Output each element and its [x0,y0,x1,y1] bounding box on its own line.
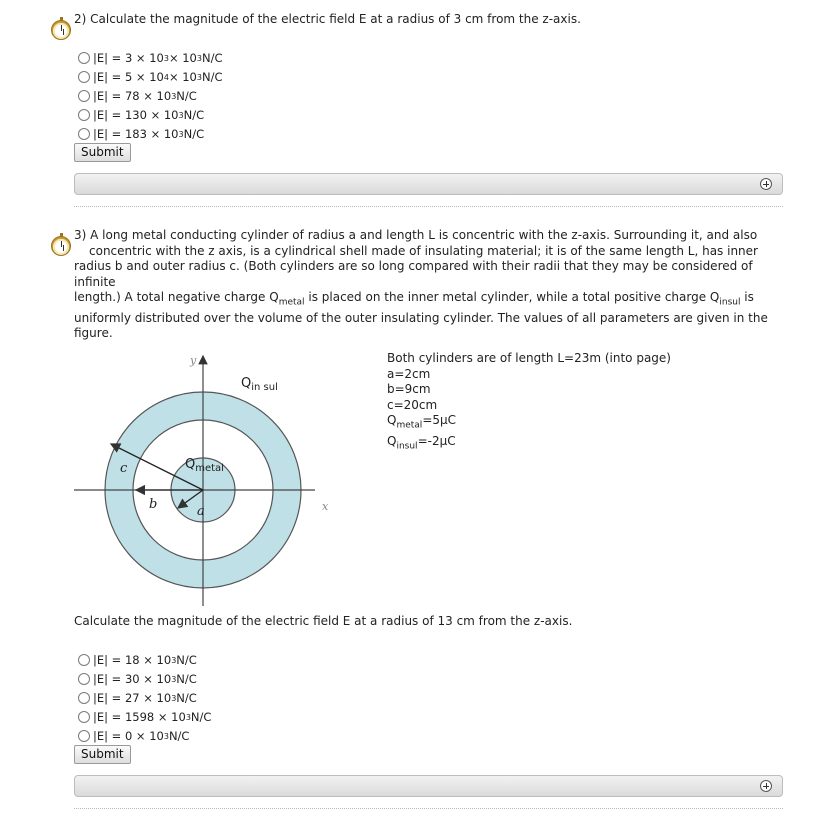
radio-icon[interactable] [78,711,90,723]
given-values: Both cylinders are of length L=23m (into page) a=2cm b=9cm c=20cm $Q_{metal}=5\mu C$ $Q_{insul}=-2\mu C$ [387,351,671,452]
q3-submit-button[interactable]: Submit [74,745,131,764]
separator [74,808,783,809]
q2-option-4[interactable]: |E| = 130 × 10 3 N/C [78,106,204,124]
q3-option-5[interactable]: |E| = 0 × 10 3 N/C [78,727,189,745]
label-qmetal: $Q_{metal}$ [185,457,224,474]
separator [74,206,783,207]
timer-icon [51,20,71,40]
radio-icon[interactable] [78,109,90,121]
radio-icon[interactable] [78,71,90,83]
q3-question-text: 3) A long metal conducting cylinder of radius a and length L is concentric with the z-axis. Surrounding it, and also concentric with the z axis, is a cylindrical shell made of insulating material; it is of the same length L, has inner radius b and outer radius c. (Both cylinders are so long compared with their radii that they may be considered of infinite length.) A total negative charge $Q_{metal}$ is placed on the inner metal cylinder, while a total positive charge $Q_{insul}$ is uniformly distributed over the volume of the outer insulating cylinder. The values of all parameters are given in the figure. [74,228,768,341]
q2-expand-bar[interactable] [74,173,783,195]
label-y: y [190,354,197,367]
expand-plus-icon[interactable] [760,780,772,792]
timer-icon [51,236,71,256]
label-c: c [120,461,128,476]
expand-plus-icon[interactable] [760,178,772,190]
q3-ask-text: Calculate the magnitude of the electric field E at a radius of 13 cm from the z-axis. [74,614,573,628]
q2-option-5[interactable]: |E| = 183 × 10 3 N/C [78,125,204,143]
q2-option-3[interactable]: |E| = 78 × 10 3 N/C [78,87,197,105]
label-x: x [322,500,329,513]
q2-question-text: 2) Calculate the magnitude of the electric field E at a radius of 3 cm from the z-axis. [74,12,581,26]
q2-option-1[interactable]: |E| = 3 × 10 3 × 10 3 N/C [78,49,223,67]
q3-option-1[interactable]: |E| = 18 × 10 3 N/C [78,651,197,669]
q3-option-3[interactable]: |E| = 27 × 10 3 N/C [78,689,197,707]
q2-option-2[interactable]: |E| = 5 × 10 4 × 10 3 N/C [78,68,223,86]
label-qinsul: $Q_{in sul}$ [241,376,278,393]
radio-icon[interactable] [78,128,90,140]
label-a: a [197,504,205,519]
radio-icon[interactable] [78,673,90,685]
radio-icon[interactable] [78,730,90,742]
radio-icon[interactable] [78,692,90,704]
cylinder-cross-section-figure [70,340,370,615]
q3-option-2[interactable]: |E| = 30 × 10 3 N/C [78,670,197,688]
q3-option-4[interactable]: |E| = 1598 × 10 3 N/C [78,708,211,726]
q2-submit-button[interactable]: Submit [74,143,131,162]
q3-expand-bar[interactable] [74,775,783,797]
radio-icon[interactable] [78,52,90,64]
radio-icon[interactable] [78,90,90,102]
label-b: b [149,497,158,512]
radio-icon[interactable] [78,654,90,666]
